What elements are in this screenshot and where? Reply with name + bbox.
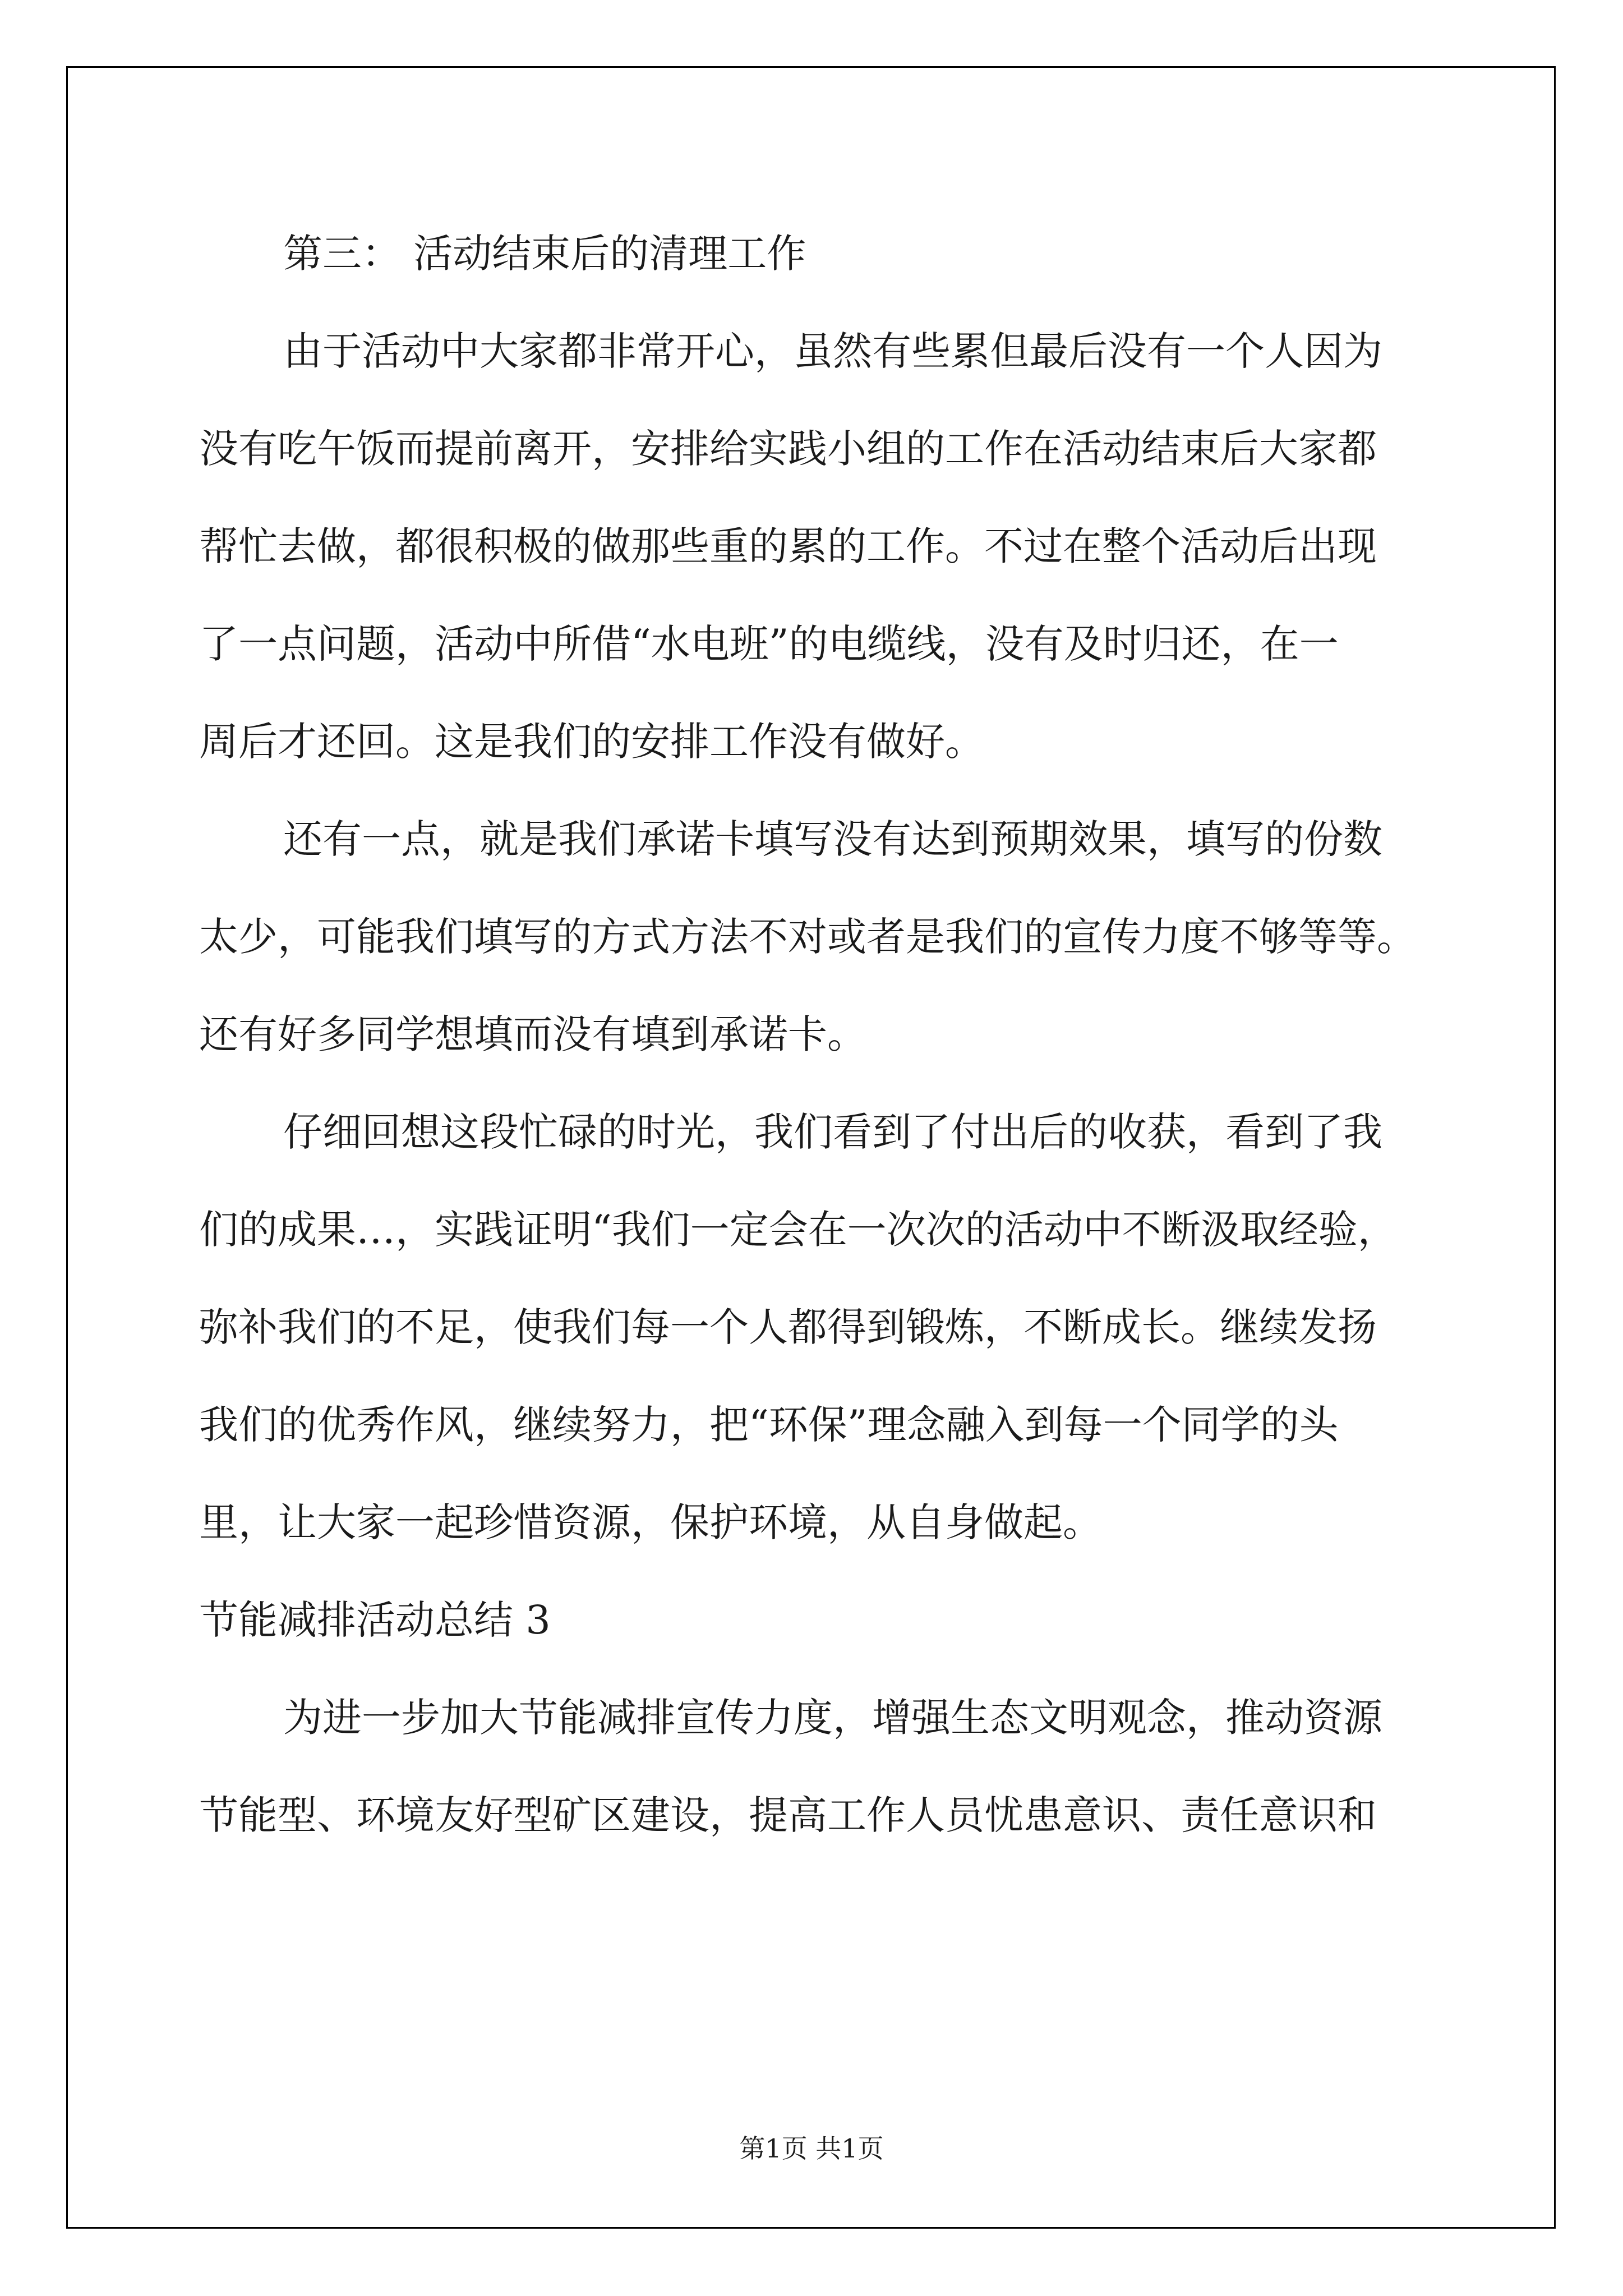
paragraph-line: 弥补我们的不足，使我们每一个人都得到锻炼，不断成长。继续发扬: [199, 1304, 1377, 1350]
paragraph-line: 帮忙去做，都很积极的做那些重的累的工作。不过在整个活动后出现: [199, 523, 1377, 569]
paragraph-line: 周后才还回。这是我们的安排工作没有做好。: [199, 719, 984, 765]
paragraph-line: 为进一步加大节能减排宣传力度，增强生态文明观念，推动资源: [283, 1695, 1382, 1741]
paragraph-line: 节能型、环境友好型矿区建设，提高工作人员忧患意识、责任意识和: [199, 1792, 1377, 1838]
subheading: 第三： 活动结束后的清理工作: [283, 231, 806, 277]
paragraph-line: 由于活动中大家都非常开心，虽然有些累但最后没有一个人因为: [283, 328, 1382, 374]
paragraph-line: 还有一点，就是我们承诺卡填写没有达到预期效果，填写的份数: [283, 816, 1382, 862]
paragraph-line: 们的成果…，实践证明“我们一定会在一次次的活动中不断汲取经验，: [199, 1207, 1397, 1253]
page-footer: 第1页 共1页: [739, 2133, 884, 2164]
paragraph-line: 太少，可能我们填写的方式方法不对或者是我们的宣传力度不够等等。: [199, 914, 1416, 960]
paragraph-line: 还有好多同学想填而没有填到承诺卡。: [199, 1011, 866, 1057]
paragraph-line: 了一点问题，活动中所借“水电班”的电缆线，没有及时归还，在一: [199, 621, 1339, 667]
section-title: 节能减排活动总结 3: [199, 1597, 551, 1643]
paragraph-line: 仔细回想这段忙碌的时光，我们看到了付出后的收获，看到了我: [283, 1109, 1382, 1155]
document-body: [199, 205, 1438, 1864]
paragraph-line: 我们的优秀作风，继续努力，把“环保”理念融入到每一个同学的头: [199, 1402, 1339, 1448]
paragraph-line: 里，让大家一起珍惜资源，保护环境，从自身做起。: [199, 1499, 1102, 1545]
paragraph-line: 没有吃午饭而提前离开，安排给实践小组的工作在活动结束后大家都: [199, 426, 1377, 472]
